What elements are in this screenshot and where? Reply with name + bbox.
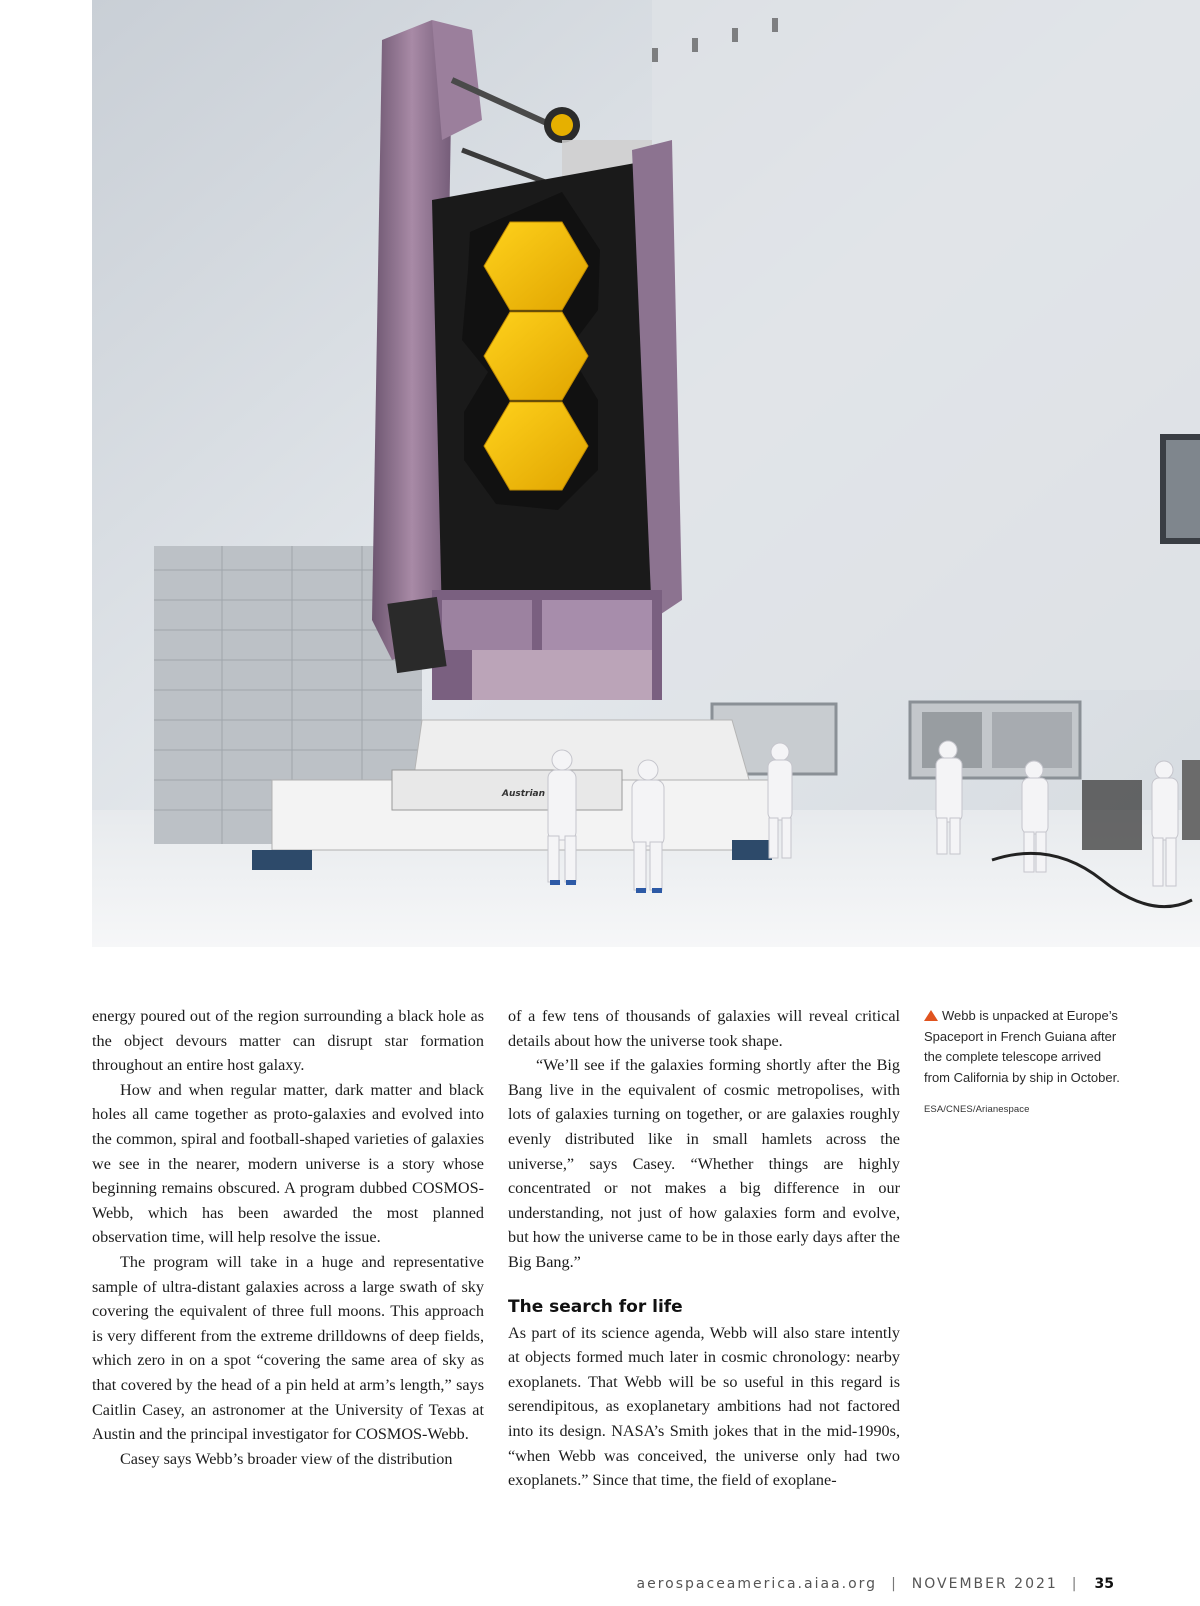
- footer-site: aerospaceamerica.aiaa.org: [636, 1576, 878, 1592]
- footer-separator: |: [891, 1576, 898, 1592]
- photo-credit: ESA/CNES/Arianespace: [924, 1104, 1030, 1116]
- stand-label: Austrian: [502, 789, 546, 799]
- caption-text: Webb is unpacked at Europe’s Spaceport in French Guiana after the complete telescope arrived from California by ship in October.: [924, 1008, 1120, 1085]
- footer-separator: |: [1071, 1576, 1079, 1592]
- page-number: 35: [1094, 1576, 1114, 1592]
- hero-photo: [92, 0, 1200, 947]
- body-paragraph: of a few tens of thousands of galaxies will reveal critical details about how the universe took shape.: [508, 1007, 900, 1050]
- photo-caption: [924, 1006, 1124, 1121]
- body-paragraph: As part of its science agenda, Webb will also stare intently at objects formed much later in cosmic chronology: nearby exoplanets. That Webb will be so useful in this regard is serendipitous, as exoplanetary ambitions had not factored into its design. NASA’s Smith jokes that in the mid-1990s, “when Webb was conceived, the universe only had two exoplanets.” Since that time, the field of exoplane-: [508, 1323, 900, 1490]
- section-subhead: The search for life: [508, 1296, 683, 1317]
- body-paragraph: “We’ll see if the galaxies forming shortly after the Big Bang live in the equivalent of cosmic metropolises, with lots of galaxies turning on together, or are galaxies roughly evenly distributed like in small hamlets across the universe,” says Casey. “Whether things are highly concentrated or not makes a big difference in our understanding, not just of how galaxies form and evolve, but how the universe came to be in those early days after the Big Bang.”: [508, 1056, 900, 1271]
- body-paragraph: How and when regular matter, dark matter and black holes all came together as proto-galaxies and evolved into the common, spiral and football-shaped varieties of galaxies we see in the nearer, modern universe is a story whose beginning remains obscured. A program dubbed COSMOS-Webb, which has been awarded the most planned observation time, will help resolve the issue.: [92, 1080, 484, 1247]
- page-footer: [637, 1576, 1114, 1592]
- body-paragraph: energy poured out of the region surrounding a black hole as the object devours matter can disrupt star formation throughout an entire host galaxy.: [92, 1007, 484, 1075]
- body-column-2: [508, 1004, 900, 1493]
- body-column-1: [92, 1004, 484, 1471]
- body-paragraph: The program will take in a huge and representative sample of ultra-distant galaxies across a large swath of sky covering the equivalent of three full moons. This approach is very different from the extreme drilldowns of deep fields, which zero in on a spot “covering the same area of sky as that covered by the head of a pin held at arm’s length,” says Caitlin Casey, an astronomer at the University of Texas at Austin and the principal investigator for COSMOS-Webb.: [92, 1252, 484, 1444]
- body-paragraph: Casey says Webb’s broader view of the distribution: [120, 1449, 453, 1468]
- caption-triangle-icon: [924, 1010, 938, 1021]
- footer-issue: NOVEMBER 2021: [911, 1576, 1058, 1592]
